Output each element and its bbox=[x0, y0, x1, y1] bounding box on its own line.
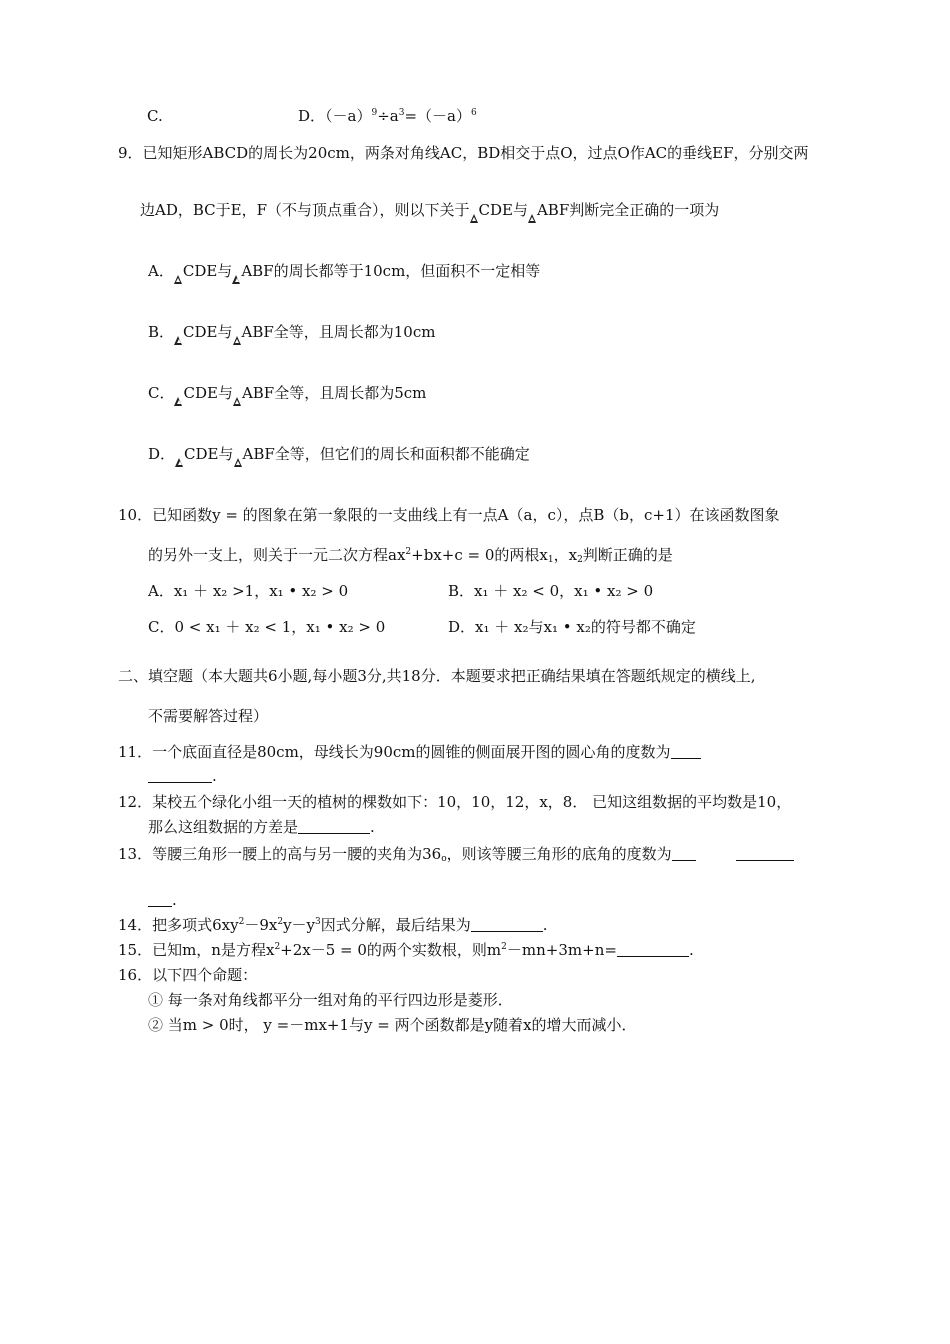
q14-line bbox=[118, 915, 548, 935]
q10-option-d: D．x₁ ＋ x₂与x₁ • x₂的符号都不确定 bbox=[448, 618, 696, 636]
q8-d-exp3: 6 bbox=[470, 108, 477, 118]
triangle-icon bbox=[232, 270, 241, 284]
q12-text: 那么这组数据的方差是 bbox=[148, 818, 299, 836]
section2-heading-line2: 不需要解答过程） bbox=[148, 707, 269, 725]
q10-option-b: B．x₁ ＋ x₂ < 0，x₁ • x₂ > 0 bbox=[448, 582, 654, 600]
q8-d-part3: =（－a） bbox=[404, 107, 471, 125]
q9-line1: 9．已知矩形ABCD的周长为20cm，两条对角线AC，BD相交于点O，过点O作AC的垂线EF，分别交两 bbox=[118, 144, 809, 162]
triangle-icon bbox=[528, 209, 537, 223]
q14-exp3: 3 bbox=[315, 917, 321, 927]
triangle-icon bbox=[175, 453, 184, 467]
q13-line1 bbox=[118, 844, 794, 864]
answer-blank bbox=[672, 846, 696, 861]
triangle-icon bbox=[233, 392, 242, 406]
q12-line1: 12．某校五个绿化小组一天的植树的棵数如下：10，10，12，x，8． 已知这组数据的平均数是10， bbox=[118, 793, 792, 811]
q9-option-a bbox=[148, 261, 540, 284]
q16-item2: ② 当m > 0时， y =－mx+1与y = 两个函数都是y随着x的增大而减小． bbox=[148, 1016, 637, 1034]
q10-line2-sub1: 1 bbox=[547, 555, 554, 565]
q15-end: . bbox=[688, 941, 694, 959]
q9-line2-b: CDE与 bbox=[478, 201, 528, 219]
q14-part3: y－y bbox=[283, 916, 316, 934]
q8-d-part1: （－a） bbox=[325, 107, 372, 125]
q9-option-d-label: D． bbox=[148, 445, 176, 463]
q13-line2 bbox=[148, 890, 177, 910]
q8-d-exp1: 9 bbox=[371, 108, 378, 118]
q14-part4: 因式分解，最后结果为 bbox=[320, 916, 471, 934]
q9-option-c-text1: CDE与 bbox=[183, 384, 233, 402]
q10-line2-g: 判断正确的是 bbox=[582, 546, 673, 564]
answer-blank bbox=[471, 917, 543, 932]
q15-part3: －mn+3m+n= bbox=[506, 941, 617, 959]
q11-end: . bbox=[212, 767, 217, 785]
q13-end: . bbox=[172, 891, 177, 909]
triangle-icon bbox=[174, 392, 183, 406]
triangle-icon bbox=[233, 331, 242, 345]
answer-blank bbox=[671, 744, 701, 759]
answer-blank bbox=[736, 846, 794, 861]
q10-line2 bbox=[148, 545, 673, 565]
q9-option-d bbox=[148, 444, 530, 467]
q9-line2 bbox=[140, 200, 719, 223]
q10-option-c: C．0 < x₁ ＋ x₂ < 1，x₁ • x₂ > 0 bbox=[148, 618, 386, 636]
q9-option-a-label: A． bbox=[148, 262, 174, 280]
q10-line2-e: ，x bbox=[553, 546, 578, 564]
answer-blank bbox=[148, 768, 212, 783]
q11-line1 bbox=[118, 742, 701, 762]
q8-d-exp2: 3 bbox=[398, 108, 405, 118]
triangle-icon bbox=[234, 453, 243, 467]
q8-option-d bbox=[298, 106, 477, 126]
q8-option-d-label: D． bbox=[298, 107, 326, 125]
q9-option-b-text2: ABF全等，且周长都为10cm bbox=[241, 323, 436, 341]
q9-option-c bbox=[148, 383, 426, 406]
q13-text2: ，则该等腰三角形的底角的度数为 bbox=[446, 845, 672, 863]
q8-option-c-label: C. bbox=[147, 107, 163, 125]
q15-part2: +2x－5 = 0的两个实数根，则m bbox=[280, 941, 502, 959]
q9-option-a-text2: ABF的周长都等于10cm，但面积不一定相等 bbox=[241, 262, 541, 280]
q14-end: . bbox=[542, 916, 548, 934]
q9-option-c-label: C． bbox=[148, 384, 175, 402]
triangle-icon bbox=[470, 209, 479, 223]
q10-line2-exp: 2 bbox=[405, 547, 412, 557]
q10-line1: 10．已知函数y = 的图象在第一象限的一支曲线上有一点A（a，c），点B（b，c+1）在该函数图象 bbox=[118, 506, 780, 524]
q15-exp1: 2 bbox=[274, 942, 281, 952]
q9-option-b bbox=[148, 322, 435, 345]
q16-line1: 16．以下四个命题： bbox=[118, 966, 258, 984]
answer-blank bbox=[148, 892, 172, 907]
q10-line2-a: 的另外一支上，则关于一元二次方程ax bbox=[148, 546, 406, 564]
q8-d-part2: ÷a bbox=[377, 107, 399, 125]
q14-exp1: 2 bbox=[238, 917, 245, 927]
q9-option-c-text2: ABF全等，且周长都为5cm bbox=[241, 384, 427, 402]
q12-line2 bbox=[148, 817, 375, 837]
q9-line2-c: ABF判断完全正确的一项为 bbox=[536, 201, 720, 219]
triangle-icon bbox=[174, 270, 183, 284]
q12-end: . bbox=[370, 818, 375, 836]
q13-text: 13．等腰三角形一腰上的高与另一腰的夹角为36 bbox=[118, 845, 442, 863]
q13-degree: o bbox=[441, 854, 447, 864]
q15-exp2: 2 bbox=[501, 942, 507, 952]
q9-option-b-text1: CDE与 bbox=[183, 323, 233, 341]
q9-line2-a: 边AD，BC于E，F（不与顶点重合），则以下关于 bbox=[140, 201, 470, 219]
q9-option-a-text1: CDE与 bbox=[182, 262, 233, 280]
q15-line bbox=[118, 940, 694, 960]
q11-text: 11．一个底面直径是80cm，母线长为90cm的圆锥的侧面展开图的圆心角的度数为 bbox=[118, 743, 671, 761]
q14-part2: －9x bbox=[244, 916, 278, 934]
q9-option-b-label: B． bbox=[148, 323, 175, 341]
q14-part1: 14．把多项式6xy bbox=[118, 916, 239, 934]
answer-blank bbox=[298, 819, 370, 834]
answer-blank bbox=[617, 942, 689, 957]
q10-option-a: A．x₁ ＋ x₂ >1，x₁ • x₂ > 0 bbox=[148, 582, 349, 600]
q10-line2-sub2: 2 bbox=[577, 555, 583, 565]
q16-item1: ① 每一条对角线都平分一组对角的平行四边形是菱形． bbox=[148, 991, 513, 1009]
q9-option-d-text1: CDE与 bbox=[184, 445, 234, 463]
section2-heading: 二、填空题（本大题共6小题,每小题3分,共18分．本题要求把正确结果填在答题纸规定的横线上, bbox=[118, 667, 756, 685]
q10-line2-c: +bx+c = 0的两根x bbox=[411, 546, 548, 564]
triangle-icon bbox=[174, 331, 183, 345]
q9-option-d-text2: ABF全等，但它们的周长和面积都不能确定 bbox=[242, 445, 530, 463]
q8-option-c bbox=[147, 106, 163, 126]
q14-exp2: 2 bbox=[277, 917, 284, 927]
q15-part1: 15．已知m，n是方程x bbox=[118, 941, 275, 959]
q11-line2 bbox=[148, 766, 217, 786]
